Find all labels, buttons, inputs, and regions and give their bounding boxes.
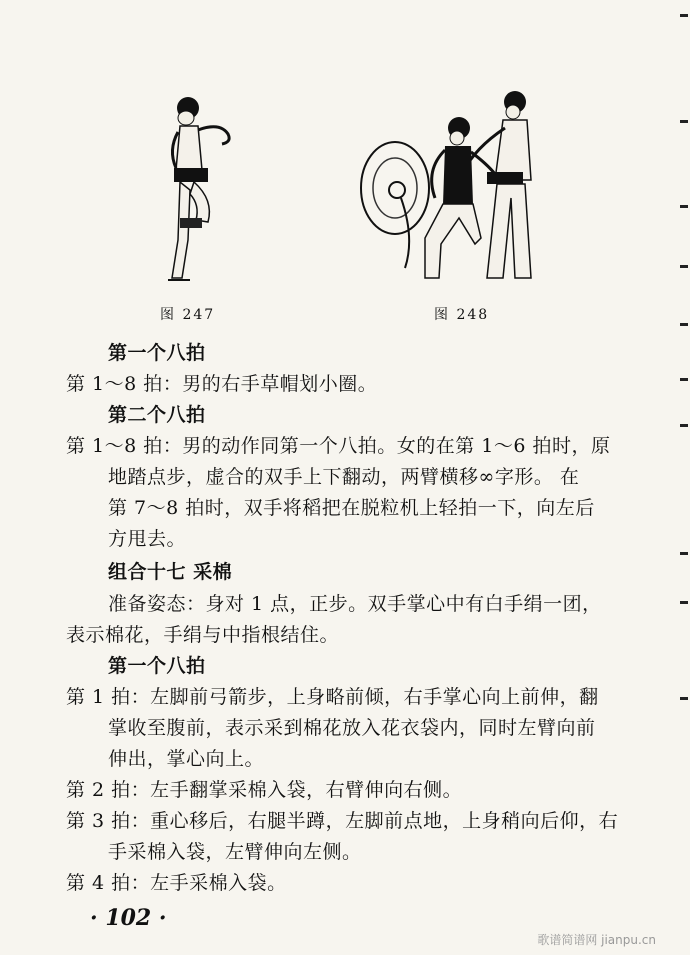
text-line: 方甩去。	[108, 528, 187, 550]
figure-247-caption: 图 247	[160, 307, 216, 323]
text-line: 第 1 拍：左脚前弓箭步，上身略前倾，右手掌心向上前伸，翻	[66, 686, 599, 708]
figure-248-caption: 图 248	[434, 307, 490, 323]
text-line: 地踏点步，虚合的双手上下翻动，两臂横移∞字形。 在	[108, 466, 580, 488]
pair-illustration	[355, 88, 540, 293]
scan-edge-mark	[680, 120, 688, 123]
text-line: 准备姿态：身对 1 点，正步。双手掌心中有白手绢一团，	[108, 593, 602, 615]
scan-edge-mark	[680, 14, 688, 17]
text-line: 第 2 拍：左手翻掌采棉入袋，右臂伸向右侧。	[66, 779, 463, 801]
dancer-illustration	[150, 90, 260, 295]
scan-edge-mark	[680, 265, 688, 268]
scan-edge-mark	[680, 424, 688, 427]
scan-edge-mark	[680, 323, 688, 326]
text-line: 第 3 拍：重心移后，右腿半蹲，左脚前点地，上身稍向后仰，右	[66, 810, 619, 832]
text-line: 第 1～8 拍：男的动作同第一个八拍。女的在第 1～6 拍时，原	[66, 435, 611, 457]
text-line: 手采棉入袋，左臂伸向左侧。	[108, 841, 362, 863]
text-line: 掌收至腹前，表示采到棉花放入花衣袋内，同时左臂向前	[108, 717, 596, 739]
text-line: 第一个八拍	[108, 655, 206, 677]
scan-edge-mark	[680, 552, 688, 555]
scan-edge-mark	[680, 378, 688, 381]
scan-edge-mark	[680, 205, 688, 208]
scan-edge-mark	[680, 601, 688, 604]
text-line: 第一个八拍	[108, 342, 206, 364]
text-line: 第 4 拍：左手采棉入袋。	[66, 872, 287, 894]
page-number: · 102 ·	[90, 905, 167, 931]
text-line: 组合十七 采棉	[108, 561, 233, 583]
text-line: 第二个八拍	[108, 404, 206, 426]
scan-edge-mark	[680, 697, 688, 700]
text-line: 第 7～8 拍时，双手将稻把在脱粒机上轻拍一下，向左后	[108, 497, 595, 519]
figure-247	[150, 90, 260, 295]
watermark: 歌谱简谱网 jianpu.cn	[537, 933, 656, 947]
text-line: 第 1～8 拍：男的右手草帽划小圈。	[66, 373, 378, 395]
figure-248	[355, 88, 540, 293]
text-line: 表示棉花，手绢与中指根结住。	[66, 624, 340, 646]
text-line: 伸出，掌心向上。	[108, 748, 265, 770]
